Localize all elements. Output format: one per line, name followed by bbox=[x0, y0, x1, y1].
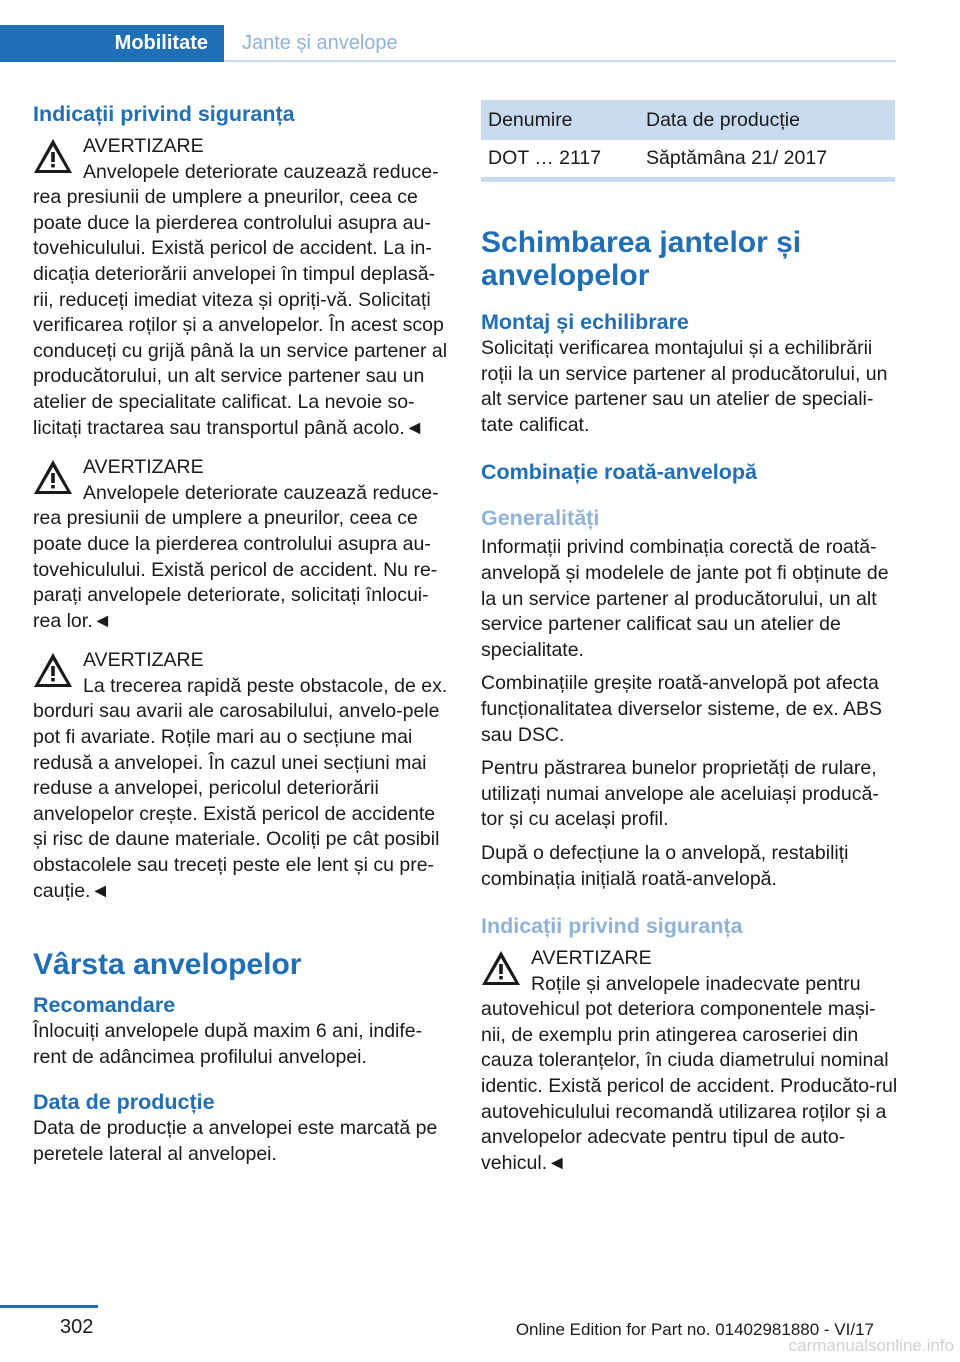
warning-text: Roțile și anvelopele inadecvate pentru autovehicul pot deteriora componentele mași-nii, de exemplu prin atingerea caroseriei din cauza toleranțelor, în ciuda diametrului nominal identic. Există pericol de accident. Producăto-rul autovehiculului recomandă utilizarea roților și a anvelopelor adecvate pentru tipul de auto-vehicul.◄ bbox=[481, 972, 898, 1174]
production-date-table bbox=[481, 100, 895, 182]
tab-jante-anvelope[interactable]: Jante și anvelope bbox=[242, 32, 398, 54]
warning-heading: AVERTIZARE bbox=[531, 947, 652, 970]
mounting-text: Solicitați verificarea montajului și a echilibrării roții la un service partener al producătorului, un alt service partener sau un atelier de speciali-tate calificat. bbox=[481, 337, 888, 436]
warning-triangle-icon bbox=[33, 652, 73, 688]
table-header-name: Denumire bbox=[481, 100, 639, 140]
warning-heading: AVERTIZARE bbox=[83, 649, 204, 672]
recommendation-text: Înlocuiți anvelopele după maxim 6 ani, indife-rent de adâncimea profilului anvelopei. bbox=[33, 1020, 423, 1068]
general-paragraph-1: Informații privind combinația corectă de roată-anvelopă și modelele de jante pot fi obținute de la un service partener al producătorului, un alt service partener calificat sau un atelier de specialitate. bbox=[481, 536, 889, 661]
section-title-safety: Indicații privind siguranța bbox=[33, 102, 295, 126]
warning-heading: AVERTIZARE bbox=[83, 456, 204, 479]
section-title-tire-age: Vârsta anvelopelor bbox=[33, 948, 302, 982]
warning-block-2 bbox=[33, 455, 453, 634]
section-title-wheel-change: Schimbarea jantelor și anvelopelor bbox=[481, 226, 802, 292]
subsection-title-general: Generalități bbox=[481, 506, 600, 531]
watermark: carmanualsonline.info bbox=[788, 1336, 954, 1355]
warning-block-4 bbox=[481, 946, 899, 1176]
subsection-title-safety: Indicații privind siguranța bbox=[481, 914, 743, 939]
warning-heading: AVERTIZARE bbox=[83, 135, 204, 157]
footer-divider bbox=[0, 1305, 98, 1308]
general-paragraph-3: Pentru păstrarea bunelor proprietăți de rulare, utilizați numai anvelope ale aceluiași producă-tor și cu același profil. bbox=[481, 757, 879, 831]
table-header-date: Data de producție bbox=[639, 100, 895, 140]
left-column bbox=[33, 100, 453, 1176]
subsection-title-production-date: Data de producție bbox=[33, 1090, 215, 1115]
general-paragraph-2: Combinațiile greșite roată-anvelopă pot afecta funcționalitatea diverselor sisteme, de ex. ABS sau DSC. bbox=[481, 672, 883, 746]
page-number: 302 bbox=[60, 1316, 94, 1338]
warning-triangle-icon bbox=[33, 459, 73, 495]
warning-triangle-icon bbox=[33, 138, 73, 174]
header-divider bbox=[224, 60, 896, 62]
table-cell-week: Săptămâna 21/ 2017 bbox=[646, 147, 828, 169]
general-paragraph-4: După o defecțiune la o anvelopă, restabiliți combinația inițială roată-anvelopă. bbox=[481, 841, 849, 890]
edition-info: Online Edition for Part no. 01402981880 - VI/17 bbox=[515, 1320, 874, 1339]
table-cell-dot: DOT … 2117 bbox=[488, 147, 602, 169]
warning-block-3 bbox=[33, 648, 453, 904]
tab-mobilitate[interactable]: Mobilitate bbox=[0, 25, 224, 62]
production-date-text: Data de producție a anvelopei este marcată pe peretele lateral al anvelopei. bbox=[33, 1117, 438, 1165]
warning-block-1 bbox=[33, 134, 453, 441]
subsection-title-mounting: Montaj și echilibrare bbox=[481, 310, 689, 334]
warning-text: Anvelopele deteriorate cauzează reduce-rea presiunii de umplere a pneurilor, ceea ce poate duce la pierderea controlului asupra au-tovehiculului. Există pericol de accident. La in-dicația deteriorării anvelopei în timpul deplasă-rii, reduceți imediat viteza și opriți-vă. Solicitați verificarea roților și a anvelopelor. În acest scop conduceți cu grijă până la un service partener al producătorului, un alt service partener sau un atelier de specialitate calificat. La nevoie so-licitați tractarea sau transportul până acolo.◄ bbox=[33, 160, 448, 439]
warning-text: La trecerea rapidă peste obstacole, de ex. borduri sau avarii ale carosabilului, anvelo-pele pot fi avariate. Roțile mari au o secțiune mai redusă a anvelopei. În cazul unei secțiuni mai reduse a anvelopei, pericolul deteriorării anvelopelor crește. Există pericol de accidente și risc de daune materiale. Ocoliți pe cât posibil obstacolele sau treceți peste ele lent și cu pre-cauție.◄ bbox=[33, 674, 448, 902]
right-column bbox=[481, 100, 899, 1188]
warning-text: Anvelopele deteriorate cauzează reduce-rea presiunii de umplere a pneurilor, ceea ce poate duce la pierderea controlului asupra au-tovehiculului. Există pericol de accident. Nu re-parați anvelopele deteriorate, solicitați înlocui-rea lor.◄ bbox=[33, 481, 439, 632]
warning-triangle-icon bbox=[481, 950, 521, 986]
subsection-title-combination: Combinație roată-anvelopă bbox=[481, 460, 757, 485]
table-row bbox=[481, 140, 895, 177]
subsection-title-recommendation: Recomandare bbox=[33, 993, 176, 1018]
